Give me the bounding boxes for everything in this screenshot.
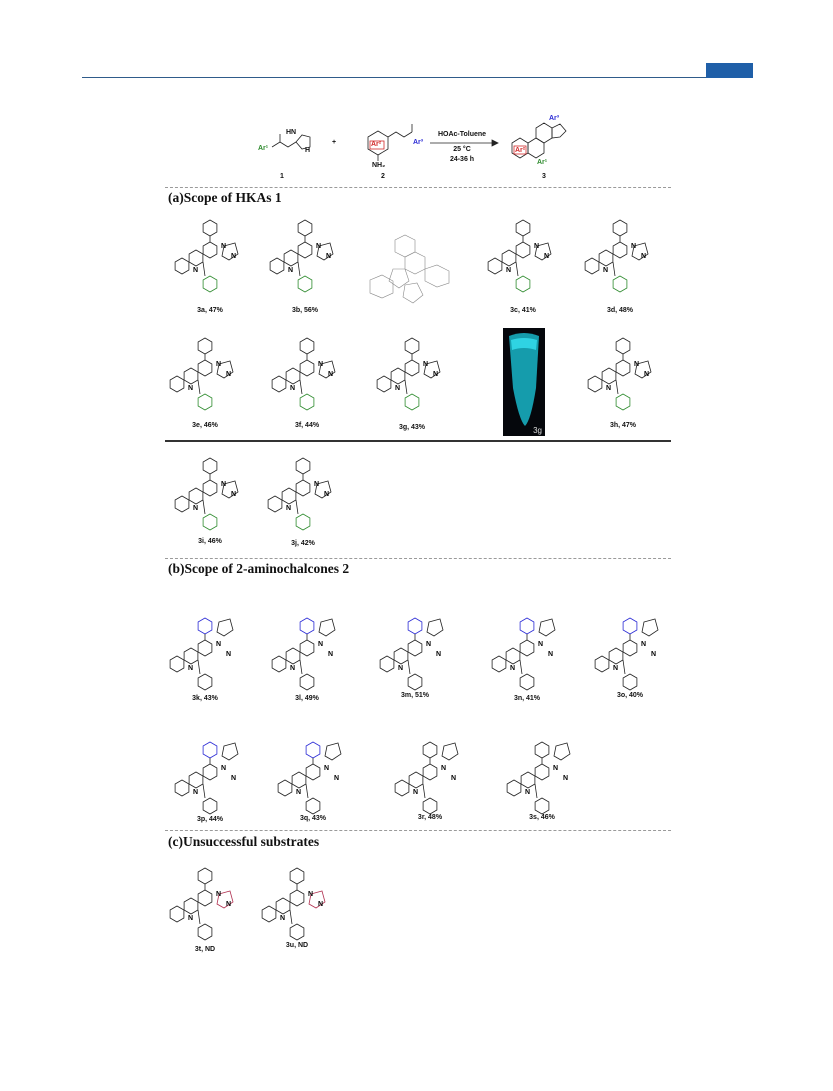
compound-label: 3k, 43% [192,695,218,702]
compound-3e [160,330,250,435]
compound-3s [497,712,587,821]
compound-3b [260,212,350,317]
ar3-label: Ar³ [413,139,424,146]
ar1-label: Ar¹ [258,145,269,152]
svg-text:N: N [290,385,296,392]
compound-3c [478,212,568,317]
molecule-drawing [482,588,572,698]
compound-3p [165,712,255,823]
molecule-drawing [260,212,350,307]
condition-temp: 25 °C [453,146,471,153]
molecule-drawing [575,212,665,307]
svg-text:N: N [193,789,199,796]
compound-3j [258,450,348,555]
svg-text:N: N [441,765,447,772]
svg-text:N: N [314,481,320,488]
molecule-drawing [165,712,255,822]
svg-text:N: N [644,371,650,378]
svg-text:N: N [436,651,442,658]
svg-text:N: N [231,491,237,498]
svg-text:N: N [231,253,237,260]
svg-text:N: N [603,267,609,274]
molecule-drawing [160,588,250,698]
svg-text:N: N [318,901,324,908]
compound-3h [578,330,668,435]
product-ar3: Ar³ [549,115,560,122]
compound-3l [262,588,352,702]
svg-text:N: N [288,267,294,274]
header-tab [706,63,753,78]
compound-3u [252,860,342,965]
nh-label: H [305,147,311,154]
compound-label: 3c, 41% [510,307,536,314]
reactant1-number: 1 [280,173,284,180]
svg-text:N: N [318,641,324,648]
compound-label: 3n, 41% [513,695,541,702]
svg-text:N: N [395,385,401,392]
molecule-drawing [165,212,255,307]
svg-text:N: N [563,775,569,782]
svg-text:N: N [188,915,194,922]
compound-label: 3h, 47% [609,422,637,429]
compound-label: 3q, 43% [299,815,327,822]
svg-text:N: N [216,361,222,368]
compound-label: 3b, 56% [291,307,319,314]
svg-text:N: N [286,505,292,512]
svg-text:N: N [398,665,404,672]
ortep-image [365,225,460,315]
compound-3r [385,712,475,821]
compound-label: 3d, 48% [606,307,634,314]
section-a-title: (a)Scope of HKAs 1 [168,190,282,205]
ar2-label: Ar² [371,141,382,148]
svg-text:N: N [188,385,194,392]
plus-sign: + [332,139,337,146]
svg-text:N: N [641,253,647,260]
svg-text:N: N [221,243,227,250]
molecule-drawing [268,712,358,822]
compound-3n [482,588,572,702]
product-ar1: Ar¹ [537,159,548,166]
compound-label: 3u, ND [285,942,309,949]
molecule-drawing [160,860,250,955]
svg-text:N: N [641,641,647,648]
svg-text:N: N [328,371,334,378]
compound-3k [160,588,250,702]
svg-text:N: N [553,765,559,772]
compound-label: 3r, 48% [417,814,443,821]
compound-3d [575,212,665,317]
svg-text:N: N [193,505,199,512]
molecule-drawing [262,588,352,698]
svg-text:N: N [413,789,419,796]
molecule-drawing [165,450,255,545]
svg-text:N: N [318,361,324,368]
compound-3i [165,450,255,555]
svg-text:N: N [634,361,640,368]
divider [165,558,671,559]
molecule-drawing [478,212,568,307]
compound-label: 3p, 44% [196,816,224,823]
condition-solvent: HOAc-Toluene [437,131,487,138]
svg-text:N: N [326,253,332,260]
svg-text:N: N [510,665,516,672]
svg-text:N: N [423,361,429,368]
svg-text:N: N [193,267,199,274]
svg-text:N: N [451,775,457,782]
divider [165,187,671,188]
svg-text:N: N [544,253,550,260]
compound-label: 3o, 40% [616,692,644,699]
svg-text:N: N [433,371,439,378]
section-b-title: (b)Scope of 2-aminochalcones 2 [168,561,350,576]
nh2-label: NH₂ [372,162,386,169]
divider [165,830,671,831]
compound-3o [585,588,675,699]
compound-3a [165,212,255,317]
header-rule [82,77,752,78]
svg-text:N: N [334,775,340,782]
compound-label: 3t, ND [194,946,216,953]
compound-3m [370,588,460,699]
compound-label: 3e, 46% [192,422,218,429]
svg-text:N: N [226,371,232,378]
svg-text:N: N [651,651,657,658]
svg-text:N: N [216,641,222,648]
compound-3q [268,712,358,822]
svg-text:N: N [548,651,554,658]
svg-text:N: N [328,651,334,658]
compound-label: 3f, 44% [294,422,320,429]
fluorescence-photo [503,328,545,436]
svg-text:N: N [534,243,540,250]
svg-text:N: N [221,765,227,772]
svg-text:N: N [506,267,512,274]
svg-text:N: N [296,789,302,796]
svg-text:N: N [316,243,322,250]
molecule-drawing [258,450,348,545]
svg-text:N: N [216,891,222,898]
compound-label: 3j, 42% [291,540,315,547]
svg-text:N: N [308,891,314,898]
molecule-drawing [262,330,352,425]
compound-3f [262,330,352,435]
divider-bold [165,440,671,442]
svg-text:N: N [221,481,227,488]
compound-label: 3l, 49% [295,695,319,702]
product-number: 3 [542,173,546,180]
vial-image [503,328,545,436]
hn-label: HN [286,129,297,136]
svg-text:N: N [426,641,432,648]
reaction-scheme [250,115,570,185]
svg-text:N: N [188,665,194,672]
svg-text:N: N [290,665,296,672]
svg-text:N: N [613,665,619,672]
condition-time: 24-36 h [449,156,475,163]
molecule-drawing [367,330,457,425]
compound-3g [367,330,457,435]
svg-text:N: N [226,901,232,908]
svg-text:N: N [226,651,232,658]
svg-text:N: N [631,243,637,250]
compound-label: 3s, 46% [529,814,555,821]
section-c-title: (c)Unsuccessful substrates [168,834,320,849]
svg-text:N: N [606,385,612,392]
compound-label: 3a, 47% [197,307,223,314]
crystal-structure [365,225,455,330]
svg-text:N: N [324,491,330,498]
svg-text:N: N [231,775,237,782]
molecule-drawing [160,330,250,425]
compound-3t [160,860,250,965]
molecule-drawing [585,588,675,698]
product-ar2: Ar² [515,147,526,154]
compound-label: 3m, 51% [400,692,430,699]
molecule-drawing [385,712,475,822]
svg-text:N: N [280,915,286,922]
svg-text:N: N [324,765,330,772]
compound-label: 3i, 46% [198,538,222,545]
molecule-drawing [370,588,460,698]
molecule-drawing [497,712,587,822]
compound-label: 3g, 43% [398,424,426,431]
svg-text:N: N [525,789,531,796]
molecule-drawing [252,860,342,955]
photo-label: 3g [533,426,542,435]
svg-text:N: N [538,641,544,648]
molecule-drawing [578,330,668,425]
reactant2-number: 2 [381,173,385,180]
